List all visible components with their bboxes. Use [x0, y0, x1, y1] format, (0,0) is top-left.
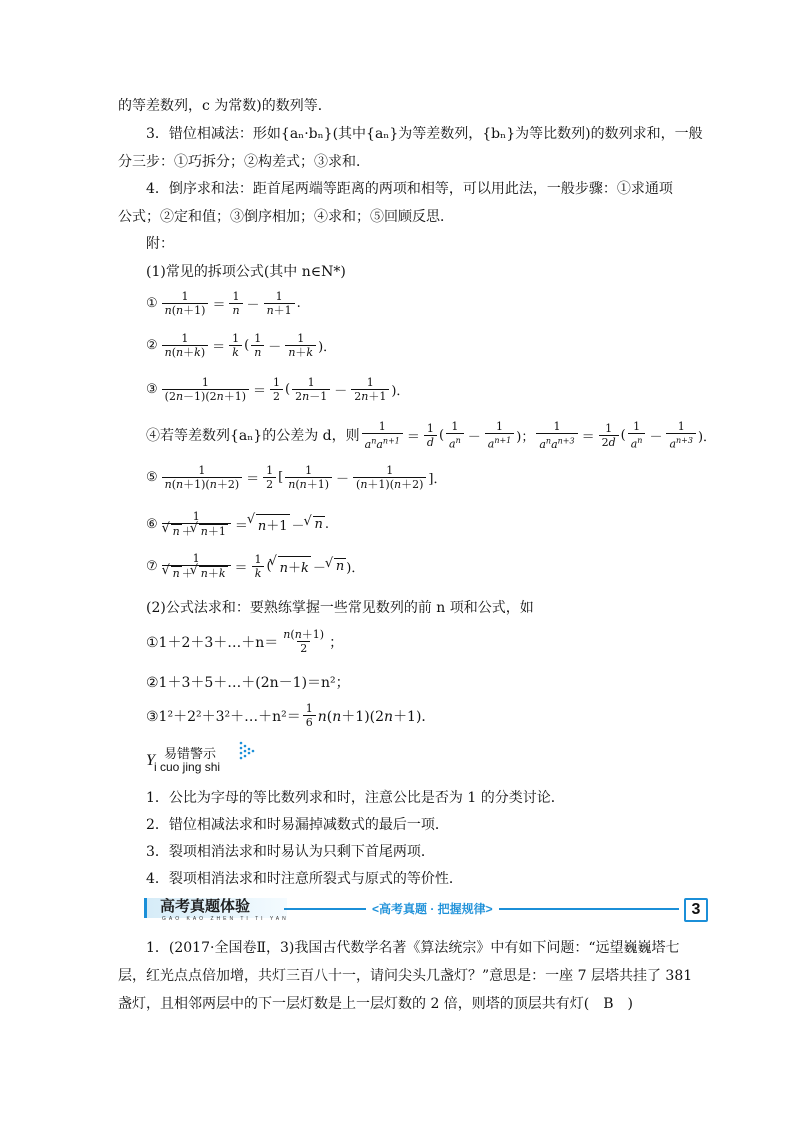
- warning-letter: Y: [146, 752, 155, 769]
- formula-4: ④若等差数列{aₙ}的公差为 d，则 $\frac{1}{a^na^{n+1}}$ ＝ $\frac{1}{d}$ ( $\frac{1}{a^n}$ － $\frac{1}{a^{n+1}}$ )； $\frac{1}{a^na^{n+3}}$ ＝ $\frac{1}{2d}$ ( $\frac{1}{a^n}$ － $\frac{1}{a^{n+3}}$ )．: [146, 420, 717, 451]
- warning-item: 3．裂项相消法求和时易认为只剩下首尾两项．: [146, 844, 435, 860]
- formula-1-number: ①: [146, 296, 158, 311]
- warning-pinyin: i cuo jing shi: [154, 760, 221, 774]
- paragraph-continuation: 的等差数列，c 为常数)的数列等．: [118, 98, 332, 114]
- formula-3: ③ $\frac{1}{(2n-1)(2n+1)}$ ＝ $\frac{1}{2}$ ( $\frac{1}{2n-1}$ － $\frac{1}{2n+1}$ )．: [146, 376, 410, 403]
- dotted-arrow-icon: [238, 740, 256, 764]
- formula-4-text: ④若等差数列{aₙ}的公差为 d，则: [146, 428, 360, 445]
- sum-formula-3-text: ③1²＋2²＋3²＋…＋n²＝: [146, 708, 301, 725]
- paragraph-method-3-cont: 分三步：①巧拆分；②构差式；③求和．: [118, 154, 370, 170]
- warning-title: 易错警示: [164, 746, 217, 761]
- sum-formula-2: [146, 672, 350, 692]
- banner-subtitle: <高考真题 · 把握规律>: [366, 900, 499, 918]
- warning-item: 1．公比为字母的等比数列求和时，注意公比是否为 1 的分类讨论．: [146, 790, 565, 806]
- paragraph-method-4-cont: 公式；②定和值；③倒序相加；④求和；⑤回顾反思．: [118, 209, 454, 225]
- section-banner: [144, 898, 707, 924]
- formula-5-number: ⑤: [146, 470, 158, 485]
- formula-1: ① $\frac{1}{n(n+1)}$ ＝ $\frac{1}{n}$ － $\frac{1}{n+1}$ .: [146, 290, 301, 317]
- sum-formula-1-text: ①1＋2＋3＋…＋n＝: [146, 634, 279, 651]
- banner-pinyin: GAO KAO ZHEN TI TI YAN: [162, 916, 289, 922]
- formula-7: ⑦ 1 √ n ＋√ n＋k ＝ $\frac{1}{k}$ ( √ n＋k － √ n )．: [146, 552, 364, 580]
- question-line: 1．(2017·全国卷Ⅱ，3)我国古代数学名著《算法统宗》中有如下问题：“远望巍巍塔七: [146, 940, 680, 956]
- warning-item: 4．裂项相消法求和时注意所裂式与原式的等价性．: [146, 871, 463, 887]
- formula-2: ② $\frac{1}{n(n+k)}$ ＝ $\frac{1}{k}$ ( $\frac{1}{n}$ － $\frac{1}{n+k}$ )．: [146, 332, 337, 359]
- question-line: 层，红光点点倍加增，共灯三百八十一，请问尖头几盏灯？”意思是：一座 7 层塔共挂了 381: [118, 968, 693, 984]
- question-line: 盏灯，且相邻两层中的下一层灯数是上一层灯数的 2 倍，则塔的顶层共有灯( B ): [118, 996, 634, 1012]
- appendix-label: 附：: [146, 236, 174, 252]
- paragraph-method-3: 3．错位相减法：形如{aₙ·bₙ}(其中{aₙ}为等差数列，{bₙ}为等比数列)的数列求和，一般: [146, 126, 703, 142]
- formula-2-number: ②: [146, 338, 158, 353]
- formula-7-number: ⑦: [146, 558, 158, 574]
- formula-3-number: ③: [146, 382, 158, 397]
- sum-formula-heading: (2)公式法求和：要熟练掌握一些常见数列的前 n 项和公式，如: [146, 600, 534, 616]
- sum-formula-3: ③1²＋2²＋3²＋…＋n²＝ $\frac{1}{6}$ n(n＋1)(2n＋1)．: [146, 702, 436, 729]
- paragraph-method-4: 4．倒序求和法：距首尾两端等距离的两项和相等，可以用此法，一般步骤：①求通项: [146, 181, 673, 197]
- warning-header: [146, 740, 286, 780]
- banner-section-number: 3: [684, 898, 708, 922]
- sum-formula-2-text: ②1＋3＋5＋…＋(2n－1)＝n²；: [146, 675, 350, 691]
- split-formula-heading: (1)常见的拆项公式(其中 n∈N*): [146, 264, 346, 280]
- formula-6-number: ⑥: [146, 516, 158, 532]
- warning-item: 2．错位相减法求和时易漏掉减数式的最后一项．: [146, 817, 449, 833]
- formula-5: ⑤ $\frac{1}{n(n+1)(n+2)}$ ＝ $\frac{1}{2}$ [ $\frac{1}{n(n+1)}$ － $\frac{1}{(n+1)(n+2)}$ ]．: [146, 464, 447, 491]
- banner-title: 高考真题体验: [160, 898, 251, 915]
- formula-6: ⑥ 1 √ n ＋√ n＋1 ＝ √ n＋1 － √ n .: [146, 510, 329, 538]
- sum-formula-1: ①1＋2＋3＋…＋n＝ $\frac{n(n+1)}{2}$ ；: [146, 628, 344, 655]
